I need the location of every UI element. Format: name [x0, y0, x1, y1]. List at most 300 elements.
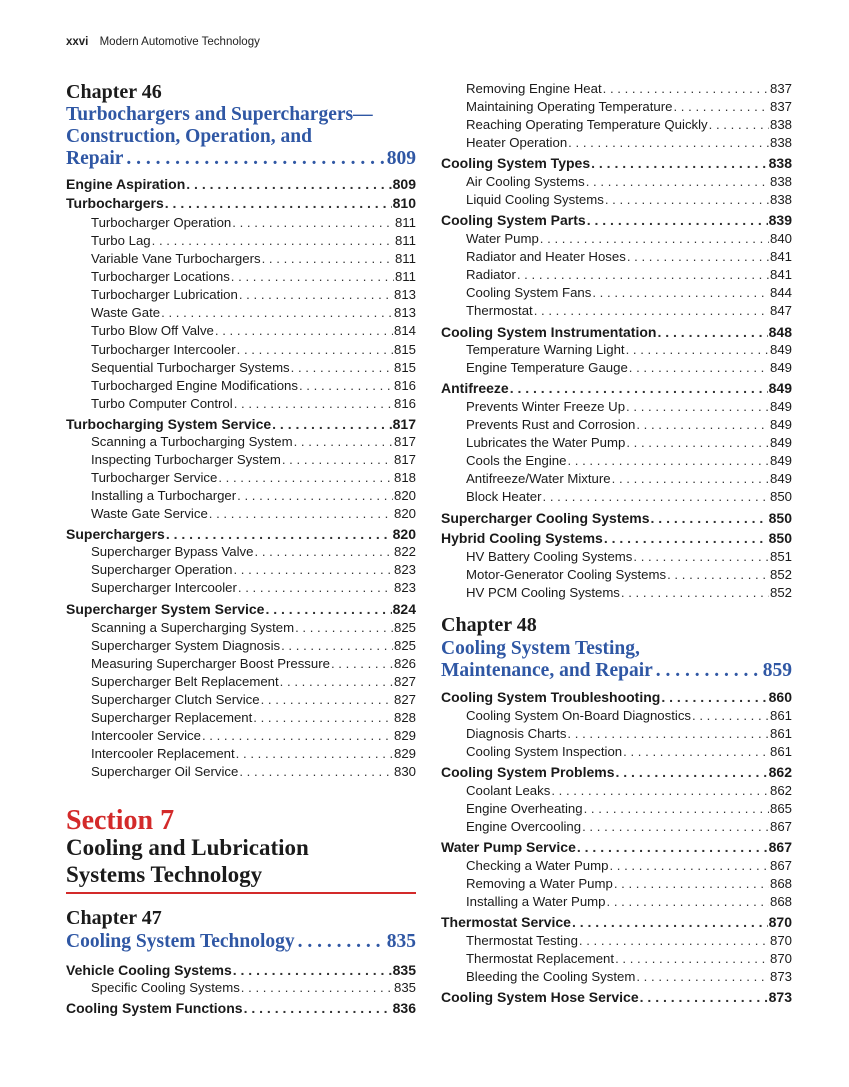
entry-page-number: 849: [769, 417, 792, 432]
toc-sub-entry[interactable]: [466, 707, 792, 725]
entry-page-number: 849: [769, 342, 792, 357]
entry-page-number: 873: [769, 969, 792, 984]
entry-title: Coolant Leaks: [466, 783, 551, 798]
entry-page-number: 813: [393, 305, 416, 320]
entry-title: Thermostat: [466, 303, 533, 318]
leader-dots: [272, 415, 392, 433]
entry-page-number: 826: [393, 656, 416, 671]
entry-page-number: 849: [769, 435, 792, 450]
entry-page-number: 850: [768, 530, 792, 546]
toc-sub-entry[interactable]: [91, 232, 416, 250]
leader-dots: [280, 673, 393, 691]
entry-title: Supercharger Intercooler: [91, 580, 237, 595]
leader-dots: [281, 637, 393, 655]
toc-main-entry[interactable]: [441, 379, 792, 397]
entry-title: Turbocharger Service: [91, 470, 218, 485]
entry-title: Installing a Turbocharger: [91, 488, 237, 503]
entry-title: Inspecting Turbocharger System: [91, 452, 281, 467]
chapter-46-label: Chapter 46: [66, 81, 162, 103]
toc-sub-entry[interactable]: [466, 266, 792, 284]
toc-sub-entry[interactable]: [466, 302, 792, 320]
toc-sub-entry[interactable]: [466, 857, 792, 875]
toc-sub-entry[interactable]: [91, 709, 416, 727]
entry-page-number: 838: [769, 192, 792, 207]
section-7-title-line1: Cooling and Lubrication: [66, 835, 309, 860]
entry-title: Engine Overheating: [466, 801, 583, 816]
entry-page-number: 841: [769, 267, 792, 282]
toc-sub-entry[interactable]: [91, 250, 416, 268]
entry-page-number: 829: [393, 746, 416, 761]
toc-sub-entry[interactable]: [466, 452, 792, 470]
toc-sub-entry[interactable]: [91, 395, 416, 413]
toc-sub-entry[interactable]: [91, 359, 416, 377]
leader-dots: [640, 988, 768, 1006]
leader-dots: [262, 250, 394, 268]
entry-title: Cooling System Functions: [66, 1000, 243, 1016]
chapter-47-page: 835: [386, 931, 416, 952]
entry-title: Removing Engine Heat: [466, 81, 602, 96]
toc-sub-entry[interactable]: [466, 191, 792, 209]
toc-sub-entry[interactable]: [466, 488, 792, 506]
entry-title: Antifreeze/Water Mixture: [466, 471, 611, 486]
toc-sub-entry[interactable]: [466, 725, 792, 743]
toc-main-entry[interactable]: [441, 323, 792, 341]
entry-title: Supercharger Operation: [91, 562, 233, 577]
leader-dots: [591, 154, 768, 172]
toc-sub-entry[interactable]: [91, 433, 416, 451]
entry-page-number: 838: [768, 155, 792, 171]
entry-title: Turbochargers: [66, 195, 164, 211]
entry-page-number: 850: [768, 510, 792, 526]
leader-dots: [218, 469, 393, 487]
toc-main-entry[interactable]: [66, 175, 416, 193]
toc-main-entry[interactable]: [441, 988, 792, 1006]
entry-title: Supercharger Replacement: [91, 710, 253, 725]
toc-sub-entry[interactable]: [91, 979, 416, 997]
chapter-48-label: Chapter 48: [441, 614, 537, 636]
entry-title: Bleeding the Cooling System: [466, 969, 636, 984]
toc-sub-entry[interactable]: [91, 561, 416, 579]
leader-dots: [253, 709, 393, 727]
entry-title: Cooling System Instrumentation: [441, 324, 657, 340]
leader-dots: [567, 725, 769, 743]
entry-title: Measuring Supercharger Boost Pressure: [91, 656, 330, 671]
page-number: xxvi: [66, 36, 89, 48]
toc-sub-entry[interactable]: [466, 782, 792, 800]
entry-page-number: 841: [769, 249, 792, 264]
toc-main-entry[interactable]: [66, 415, 416, 433]
leader-dots: [667, 566, 769, 584]
toc-sub-entry[interactable]: [466, 116, 792, 134]
leader-dots: [592, 284, 769, 302]
toc-main-entry[interactable]: [66, 961, 416, 979]
chapter-46-title-line1: Turbochargers and Superchargers—: [66, 104, 373, 125]
leader-dots: [586, 173, 769, 191]
toc-main-entry[interactable]: [441, 529, 792, 547]
chapter-48-page: 859: [762, 660, 792, 681]
leader-dots: [540, 230, 769, 248]
section-7-title: [66, 834, 309, 888]
entry-title: Intercooler Replacement: [91, 746, 235, 761]
leader-dots: [517, 266, 769, 284]
entry-page-number: 815: [393, 360, 416, 375]
entry-page-number: 851: [769, 549, 792, 564]
entry-page-number: 852: [769, 567, 792, 582]
toc-sub-entry[interactable]: [91, 451, 416, 469]
leader-dots: [215, 322, 393, 340]
entry-title: HV Battery Cooling Systems: [466, 549, 633, 564]
leader-dots: [656, 660, 760, 682]
entry-page-number: 829: [393, 728, 416, 743]
entry-title: Antifreeze: [441, 380, 509, 396]
toc-sub-entry[interactable]: [91, 637, 416, 655]
leader-dots: [626, 398, 769, 416]
entry-title: Turbocharger Locations: [91, 269, 230, 284]
chapter-48-title[interactable]: [441, 638, 792, 682]
entry-page-number: 809: [392, 176, 416, 192]
entry-page-number: 811: [394, 233, 416, 248]
leader-dots: [237, 487, 393, 505]
toc-main-entry[interactable]: [441, 509, 792, 527]
leader-dots: [241, 979, 393, 997]
running-head: [66, 36, 260, 48]
toc-sub-entry[interactable]: [91, 745, 416, 763]
toc-sub-entry[interactable]: [466, 800, 792, 818]
entry-title: Scanning a Supercharging System: [91, 620, 295, 635]
entry-page-number: 844: [769, 285, 792, 300]
entry-title: Cooling System Inspection: [466, 744, 623, 759]
entry-page-number: 839: [768, 212, 792, 228]
entry-page-number: 862: [769, 783, 792, 798]
entry-title: Superchargers: [66, 526, 165, 542]
toc-sub-entry[interactable]: [466, 470, 792, 488]
entry-page-number: 847: [769, 303, 792, 318]
chapter-48-title-line1: Cooling System Testing,: [441, 638, 640, 659]
entry-title: Checking a Water Pump: [466, 858, 609, 873]
toc-main-entry[interactable]: [441, 763, 792, 781]
toc-sub-entry[interactable]: [466, 341, 792, 359]
entry-page-number: 861: [769, 708, 792, 723]
entry-title: Cooling System Problems: [441, 764, 615, 780]
leader-dots: [621, 584, 769, 602]
book-title: Modern Automotive Technology: [99, 36, 260, 48]
entry-title: Supercharger System Diagnosis: [91, 638, 281, 653]
toc-sub-entry[interactable]: [91, 505, 416, 523]
leader-dots: [231, 268, 394, 286]
toc-sub-entry[interactable]: [466, 818, 792, 836]
entry-title: Supercharger Belt Replacement: [91, 674, 279, 689]
entry-title: Supercharger Oil Service: [91, 764, 239, 779]
toc-main-entry[interactable]: [66, 600, 416, 618]
entry-page-number: 873: [768, 989, 792, 1005]
toc-sub-entry[interactable]: [91, 487, 416, 505]
toc-sub-entry[interactable]: [91, 469, 416, 487]
entry-page-number: 850: [769, 489, 792, 504]
toc-main-entry[interactable]: [441, 913, 792, 931]
toc-main-entry[interactable]: [66, 999, 416, 1017]
entry-title: Thermostat Replacement: [466, 951, 615, 966]
toc-sub-entry[interactable]: [91, 619, 416, 637]
toc-sub-entry[interactable]: [91, 268, 416, 286]
section-7-title-line2: Systems Technology: [66, 862, 263, 887]
leader-dots: [161, 304, 393, 322]
leader-dots: [673, 98, 769, 116]
chapter-46-title-line3: Repair: [66, 148, 124, 169]
entry-title: Temperature Warning Light: [466, 342, 625, 357]
toc-sub-entry[interactable]: [91, 579, 416, 597]
toc-main-entry[interactable]: [441, 211, 792, 229]
entry-page-number: 825: [393, 620, 416, 635]
toc-main-entry[interactable]: [441, 838, 792, 856]
leader-dots: [603, 80, 769, 98]
leader-dots: [265, 600, 391, 618]
entry-title: Thermostat Testing: [466, 933, 578, 948]
toc-sub-entry[interactable]: [91, 763, 416, 781]
entry-title: Turbo Blow Off Valve: [91, 323, 214, 338]
entry-title: Removing a Water Pump: [466, 876, 613, 891]
entry-title: Radiator and Heater Hoses: [466, 249, 626, 264]
entry-page-number: 835: [392, 962, 416, 978]
leader-dots: [255, 543, 393, 561]
toc-main-entry[interactable]: [441, 688, 792, 706]
toc-sub-entry[interactable]: [91, 341, 416, 359]
entry-page-number: 852: [769, 585, 792, 600]
entry-page-number: 827: [393, 674, 416, 689]
entry-page-number: 810: [392, 195, 416, 211]
leader-dots: [651, 509, 768, 527]
entry-title: Supercharger Cooling Systems: [441, 510, 650, 526]
entry-title: Thermostat Service: [441, 914, 571, 930]
entry-page-number: 838: [769, 174, 792, 189]
leader-dots: [331, 655, 393, 673]
entry-page-number: 836: [392, 1000, 416, 1016]
toc-sub-entry[interactable]: [466, 743, 792, 761]
entry-page-number: 818: [393, 470, 416, 485]
entry-title: HV PCM Cooling Systems: [466, 585, 620, 600]
toc-sub-entry[interactable]: [91, 322, 416, 340]
entry-page-number: 824: [392, 601, 416, 617]
leader-dots: [615, 763, 767, 781]
leader-dots: [295, 619, 393, 637]
leader-dots: [551, 782, 769, 800]
chapter-46-page: 809: [386, 148, 416, 169]
entry-page-number: 840: [769, 231, 792, 246]
leader-dots: [568, 134, 769, 152]
chapter-46-title[interactable]: [66, 104, 416, 170]
entry-page-number: 867: [769, 858, 792, 873]
toc-sub-entry[interactable]: [466, 968, 792, 986]
toc-sub-entry[interactable]: [466, 248, 792, 266]
entry-page-number: 837: [769, 99, 792, 114]
entry-page-number: 811: [394, 269, 416, 284]
entry-title: Specific Cooling Systems: [91, 980, 240, 995]
entry-page-number: 867: [768, 839, 792, 855]
entry-page-number: 862: [768, 764, 792, 780]
entry-title: Diagnosis Charts: [466, 726, 567, 741]
entry-title: Prevents Rust and Corrosion: [466, 417, 636, 432]
leader-dots: [584, 800, 769, 818]
entry-page-number: 835: [393, 980, 416, 995]
chapter-47-title-text: Cooling System Technology: [66, 931, 295, 952]
leader-dots: [627, 248, 769, 266]
leader-dots: [629, 359, 769, 377]
leader-dots: [237, 341, 393, 359]
entry-page-number: 830: [393, 764, 416, 779]
leader-dots: [709, 116, 769, 134]
leader-dots: [579, 932, 769, 950]
entry-page-number: 816: [393, 396, 416, 411]
entry-title: Supercharger System Service: [66, 601, 265, 617]
toc-sub-entry[interactable]: [91, 304, 416, 322]
entry-title: Sequential Turbocharger Systems: [91, 360, 290, 375]
toc-main-entry[interactable]: [66, 194, 416, 212]
leader-dots: [692, 707, 769, 725]
toc-sub-entry[interactable]: [466, 230, 792, 248]
leader-dots: [623, 743, 769, 761]
entry-title: Supercharger Bypass Valve: [91, 544, 254, 559]
toc-main-entry[interactable]: [441, 154, 792, 172]
toc-sub-entry[interactable]: [91, 727, 416, 745]
leader-dots: [633, 548, 769, 566]
entry-page-number: 825: [393, 638, 416, 653]
entry-page-number: 817: [393, 452, 416, 467]
entry-title: Turbocharger Intercooler: [91, 342, 236, 357]
toc-sub-entry[interactable]: [91, 377, 416, 395]
entry-page-number: 814: [393, 323, 416, 338]
entry-page-number: 815: [393, 342, 416, 357]
entry-title: Cools the Engine: [466, 453, 567, 468]
entry-title: Turbo Computer Control: [91, 396, 233, 411]
toc-main-entry[interactable]: [66, 525, 416, 543]
toc-sub-entry[interactable]: [466, 932, 792, 950]
leader-dots: [604, 529, 768, 547]
entry-page-number: 849: [769, 453, 792, 468]
leader-dots: [232, 214, 394, 232]
entry-title: Turbocharging System Service: [66, 416, 272, 432]
toc-sub-entry[interactable]: [466, 416, 792, 434]
entry-page-number: 861: [769, 744, 792, 759]
leader-dots: [244, 999, 392, 1017]
entry-page-number: 848: [768, 324, 792, 340]
toc-sub-entry[interactable]: [466, 284, 792, 302]
toc-sub-entry[interactable]: [91, 655, 416, 673]
chapter-46-title-line2: Construction, Operation, and: [66, 126, 312, 147]
leader-dots: [282, 451, 393, 469]
leader-dots: [261, 691, 393, 709]
chapter-47-title[interactable]: [66, 931, 416, 953]
entry-title: Reaching Operating Temperature Quickly: [466, 117, 708, 132]
toc-sub-entry[interactable]: [91, 543, 416, 561]
entry-page-number: 861: [769, 726, 792, 741]
entry-title: Scanning a Turbocharging System: [91, 434, 293, 449]
leader-dots: [234, 395, 393, 413]
leader-dots: [298, 931, 384, 953]
toc-sub-entry[interactable]: [466, 80, 792, 98]
entry-page-number: 860: [768, 689, 792, 705]
toc-sub-entry[interactable]: [466, 584, 792, 602]
toc-sub-entry[interactable]: [466, 434, 792, 452]
leader-dots: [626, 341, 769, 359]
entry-title: Supercharger Clutch Service: [91, 692, 260, 707]
leader-dots: [609, 857, 769, 875]
toc-sub-entry[interactable]: [91, 673, 416, 691]
entry-title: Cooling System Types: [441, 155, 591, 171]
toc-sub-entry[interactable]: [466, 548, 792, 566]
leader-dots: [614, 875, 769, 893]
toc-sub-entry[interactable]: [466, 566, 792, 584]
entry-page-number: 868: [769, 876, 792, 891]
chapter-47-label: Chapter 47: [66, 907, 162, 929]
entry-title: Engine Temperature Gauge: [466, 360, 628, 375]
entry-page-number: 828: [393, 710, 416, 725]
entry-page-number: 870: [768, 914, 792, 930]
entry-page-number: 838: [769, 135, 792, 150]
leader-dots: [605, 191, 769, 209]
toc-sub-entry[interactable]: [466, 134, 792, 152]
toc-sub-entry[interactable]: [466, 98, 792, 116]
toc-sub-entry[interactable]: [91, 286, 416, 304]
leader-dots: [126, 148, 383, 170]
leader-dots: [152, 232, 394, 250]
entry-title: Motor-Generator Cooling Systems: [466, 567, 667, 582]
entry-title: Block Heater: [466, 489, 542, 504]
leader-dots: [577, 838, 768, 856]
leader-dots: [607, 893, 769, 911]
entry-title: Cooling System On-Board Diagnostics: [466, 708, 692, 723]
entry-page-number: 870: [769, 951, 792, 966]
leader-dots: [233, 561, 393, 579]
leader-dots: [587, 211, 768, 229]
entry-title: Waste Gate Service: [91, 506, 208, 521]
toc-sub-entry[interactable]: [91, 691, 416, 709]
toc-sub-entry[interactable]: [466, 950, 792, 968]
entry-title: Water Pump: [466, 231, 539, 246]
leader-dots: [510, 379, 768, 397]
entry-title: Radiator: [466, 267, 516, 282]
entry-page-number: 849: [769, 471, 792, 486]
entry-page-number: 820: [393, 506, 416, 521]
entry-page-number: 868: [769, 894, 792, 909]
toc-sub-entry[interactable]: [466, 398, 792, 416]
leader-dots: [165, 194, 392, 212]
leader-dots: [236, 745, 393, 763]
toc-sub-entry[interactable]: [466, 173, 792, 191]
entry-title: Installing a Water Pump: [466, 894, 606, 909]
leader-dots: [291, 359, 393, 377]
entry-page-number: 823: [393, 580, 416, 595]
entry-page-number: 820: [392, 526, 416, 542]
toc-sub-entry[interactable]: [466, 893, 792, 911]
entry-page-number: 838: [769, 117, 792, 132]
leader-dots: [238, 579, 393, 597]
entry-title: Turbocharger Lubrication: [91, 287, 238, 302]
entry-page-number: 811: [394, 251, 416, 266]
entry-page-number: 837: [769, 81, 792, 96]
entry-page-number: 823: [393, 562, 416, 577]
toc-sub-entry[interactable]: [466, 359, 792, 377]
entry-title: Prevents Winter Freeze Up: [466, 399, 626, 414]
toc-sub-entry[interactable]: [466, 875, 792, 893]
leader-dots: [636, 968, 769, 986]
entry-title: Cooling System Hose Service: [441, 989, 639, 1005]
toc-sub-entry[interactable]: [91, 214, 416, 232]
entry-title: Liquid Cooling Systems: [466, 192, 604, 207]
entry-title: Cooling System Parts: [441, 212, 586, 228]
entry-page-number: 867: [769, 819, 792, 834]
entry-page-number: 849: [768, 380, 792, 396]
entry-title: Cooling System Troubleshooting: [441, 689, 661, 705]
entry-title: Cooling System Fans: [466, 285, 592, 300]
